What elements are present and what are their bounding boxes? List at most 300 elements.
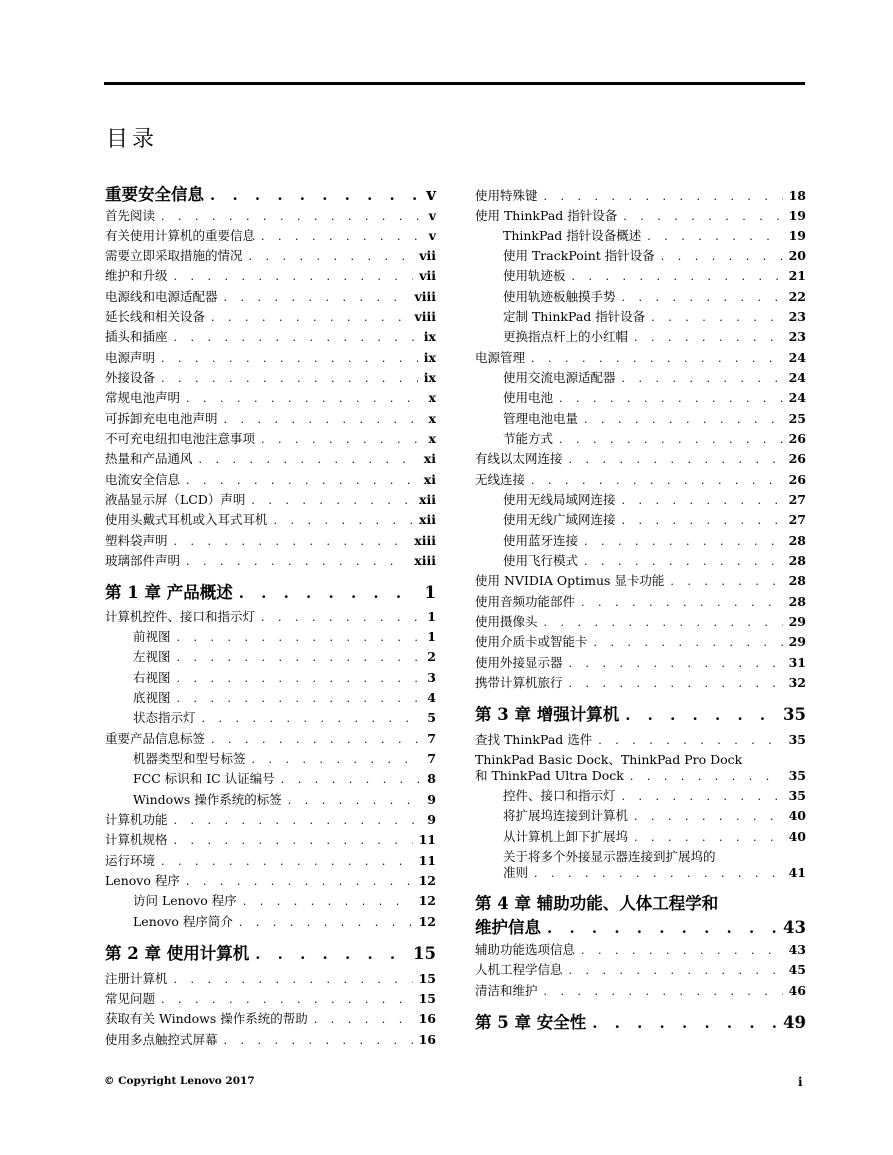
- toc-entry[interactable]: [475, 614, 806, 631]
- toc-entry-title: 电源管理: [475, 350, 526, 365]
- toc-entry-page: 26: [788, 451, 806, 466]
- dot-leader: [592, 733, 782, 749]
- toc-entry-page: 15: [418, 991, 436, 1006]
- dot-leader: [616, 290, 783, 306]
- toc-entry-page: xiii: [414, 553, 436, 568]
- toc-entry-title: 计算机功能: [105, 812, 168, 827]
- toc-entry[interactable]: [105, 390, 436, 407]
- toc-entry-title: 延长线和相关设备: [105, 309, 206, 324]
- toc-entry-title: Windows 操作系统的标签: [133, 792, 282, 807]
- toc-chapter-entry[interactable]: [105, 944, 436, 964]
- toc-entry-title: FCC 标识和 IC 认证编号: [133, 771, 275, 786]
- toc-entry[interactable]: [475, 655, 806, 672]
- page-number: i: [798, 1075, 803, 1089]
- toc-entry-title: 使用摄像头: [475, 614, 538, 629]
- toc-entry-title: 计算机控件、接口和指示灯: [105, 609, 256, 624]
- toc-entry[interactable]: [475, 188, 806, 205]
- toc-entry-title: 电源线和电源适配器: [105, 289, 218, 304]
- toc-entry-title: 使用头戴式耳机或入耳式耳机: [105, 512, 268, 527]
- toc-entry-title: 第 1 章 产品概述: [105, 583, 233, 602]
- dot-leader: [255, 610, 421, 626]
- dot-leader: [171, 691, 422, 707]
- toc-entry-title: 使用 NVIDIA Optimus 显卡功能: [475, 573, 665, 588]
- dot-leader: [171, 650, 422, 666]
- toc-entry-title: 可拆卸充电电池声明: [105, 411, 218, 426]
- toc-entry[interactable]: [503, 329, 806, 346]
- dot-leader: [664, 574, 782, 590]
- dot-leader: [218, 290, 409, 306]
- dot-leader: [204, 185, 420, 205]
- toc-entry[interactable]: [475, 208, 806, 225]
- dot-leader: [308, 1012, 413, 1028]
- toc-entry[interactable]: [475, 732, 806, 749]
- toc-entry-page: 1: [427, 629, 436, 644]
- toc-entry[interactable]: [105, 411, 436, 428]
- dot-leader: [168, 269, 414, 285]
- dot-leader: [193, 452, 418, 468]
- toc-entry-page: 23: [788, 329, 806, 344]
- dot-leader: [245, 493, 413, 509]
- toc-entry-page: ix: [423, 350, 436, 365]
- toc-entry[interactable]: [105, 329, 436, 346]
- toc-entry-title: 携带计算机旅行: [475, 675, 563, 690]
- dot-leader: [578, 534, 783, 550]
- toc-entry-page: 7: [427, 731, 436, 746]
- dot-leader: [616, 513, 783, 529]
- toc-entry-page: vii: [419, 268, 436, 283]
- toc-entry[interactable]: [475, 634, 806, 651]
- toc-entry-title: 插头和插座: [105, 329, 168, 344]
- toc-entry-title: 注册计算机: [105, 971, 168, 986]
- dot-leader: [541, 918, 777, 938]
- toc-entry[interactable]: [503, 533, 806, 550]
- toc-entry-title: 塑料袋声明: [105, 533, 168, 548]
- toc-entry-page: 41: [788, 865, 806, 880]
- toc-entry-page: x: [428, 431, 436, 446]
- toc-chapter-entry[interactable]: [105, 583, 436, 603]
- dot-leader: [155, 209, 423, 225]
- dot-leader: [218, 412, 423, 428]
- toc-entry[interactable]: [105, 853, 436, 870]
- toc-entry-title: Lenovo 程序: [105, 873, 180, 888]
- toc-entry-page: 16: [418, 1011, 436, 1026]
- toc-entry-page: 35: [783, 705, 806, 724]
- toc-entry-text-line1: ThinkPad Basic Dock、ThinkPad Pro Dock: [475, 752, 743, 767]
- dot-leader: [171, 630, 422, 646]
- toc-entry-page: xiii: [414, 533, 436, 548]
- toc-entry-page: 22: [788, 289, 806, 304]
- toc-entry-title: 和 ThinkPad Ultra Dock: [475, 768, 624, 783]
- page-title: 目录: [106, 127, 159, 152]
- toc-entry[interactable]: [105, 873, 436, 890]
- dot-leader: [237, 894, 413, 910]
- toc-entry[interactable]: [105, 812, 436, 829]
- toc-entry-title: 机器类型和型号标签: [133, 751, 246, 766]
- toc-entry-page: 43: [783, 918, 806, 937]
- dot-leader: [155, 371, 418, 387]
- toc-entry-title: 不可充电纽扣电池注意事项: [105, 431, 256, 446]
- toc-entry[interactable]: [133, 751, 436, 768]
- toc-entry-page: xii: [419, 512, 436, 527]
- toc-entry-page: 15: [413, 944, 436, 963]
- dot-leader: [566, 269, 783, 285]
- dot-leader: [628, 809, 783, 825]
- toc-entry-title: 运行环境: [105, 853, 156, 868]
- dot-leader: [168, 833, 413, 849]
- toc-entry-page: 18: [788, 188, 806, 203]
- copyright-notice: © Copyright Lenovo 2017: [104, 1075, 255, 1087]
- toc-entry-page: 12: [418, 914, 436, 929]
- dot-leader: [538, 189, 783, 205]
- dot-leader: [553, 432, 783, 448]
- toc-entry-title: 第 3 章 增强计算机: [475, 705, 620, 724]
- toc-entry-title: 获取有关 Windows 操作系统的帮助: [105, 1011, 308, 1026]
- toc-entry-title: 使用轨迹板: [503, 268, 566, 283]
- toc-entry-title: 人机工程学信息: [475, 962, 563, 977]
- toc-entry[interactable]: [133, 670, 436, 687]
- toc-entry-title: 首先阅读: [105, 208, 156, 223]
- toc-entry-title: 使用交流电源适配器: [503, 370, 616, 385]
- toc-entry-title: Lenovo 程序简介: [133, 914, 233, 929]
- toc-entry[interactable]: [475, 350, 806, 367]
- dot-leader: [616, 371, 783, 387]
- toc-entry-page: x: [428, 411, 436, 426]
- toc-entry-page: 28: [788, 594, 806, 609]
- toc-entry-text-line1: 关于将多个外接显示器连接到扩展坞的: [503, 849, 716, 864]
- toc-entry-title: 重要产品信息标签: [105, 731, 206, 746]
- toc-entry[interactable]: [105, 512, 436, 529]
- toc-entry[interactable]: [475, 451, 806, 468]
- dot-leader: [578, 554, 783, 570]
- toc-entry-page: 32: [788, 675, 806, 690]
- toc-entry-page: 12: [418, 873, 436, 888]
- toc-entry-title: 底视图: [133, 690, 171, 705]
- dot-leader: [628, 830, 783, 846]
- toc-entry[interactable]: [475, 675, 806, 692]
- dot-leader: [586, 1013, 777, 1033]
- dot-leader: [249, 944, 407, 964]
- toc-entry-title: 使用音频功能部件: [475, 594, 576, 609]
- dot-leader: [155, 351, 418, 367]
- toc-entry-title: 使用飞行模式: [503, 553, 579, 568]
- toc-entry-page: 46: [788, 983, 806, 998]
- toc-entry-page: 2: [427, 649, 436, 664]
- dot-leader: [553, 391, 783, 407]
- header-rule: [104, 82, 805, 85]
- toc-entry-page: 11: [418, 832, 436, 847]
- toc-entry-page: 29: [788, 614, 806, 629]
- toc-entry-page: v: [426, 185, 436, 204]
- dot-leader: [588, 635, 783, 651]
- toc-entry-page: 7: [427, 751, 436, 766]
- toc-entry[interactable]: [503, 492, 806, 509]
- toc-entry[interactable]: [503, 512, 806, 529]
- dot-leader: [525, 351, 783, 367]
- dot-leader: [617, 209, 782, 225]
- dot-leader: [246, 752, 422, 768]
- toc-entry[interactable]: [133, 914, 436, 931]
- toc-entry-title: 使用介质卡或智能卡: [475, 634, 588, 649]
- toc-entry-title: 使用外接显示器: [475, 655, 563, 670]
- dot-leader: [255, 432, 423, 448]
- toc-entry-page: 4: [427, 690, 436, 705]
- toc-entry-title: 有关使用计算机的重要信息: [105, 228, 256, 243]
- dot-leader: [168, 534, 409, 550]
- toc-entry-title: 左视图: [133, 649, 171, 664]
- toc-entry-page: 11: [418, 853, 436, 868]
- toc-entry-page: 35: [788, 788, 806, 803]
- toc-entry[interactable]: [475, 594, 806, 611]
- toc-entry[interactable]: [105, 609, 436, 626]
- toc-entry[interactable]: [133, 710, 436, 727]
- toc-entry-page: v: [428, 228, 436, 243]
- toc-entry-page: xii: [419, 492, 436, 507]
- toc-entry-page: 25: [788, 411, 806, 426]
- dot-leader: [168, 972, 413, 988]
- toc-entry[interactable]: [105, 472, 436, 489]
- toc-entry-title: 控件、接口和指示灯: [503, 788, 616, 803]
- toc-entry[interactable]: [503, 268, 806, 285]
- toc-entry-title: 节能方式: [503, 431, 554, 446]
- dot-leader: [196, 711, 422, 727]
- toc-chapter-entry[interactable]: [105, 185, 436, 205]
- dot-leader: [275, 772, 422, 788]
- toc-entry[interactable]: [475, 962, 806, 979]
- dot-leader: [168, 813, 422, 829]
- toc-entry[interactable]: [105, 248, 436, 265]
- dot-leader: [563, 963, 783, 979]
- dot-leader: [645, 310, 782, 326]
- toc-entry-title: 前视图: [133, 629, 171, 644]
- toc-entry[interactable]: [475, 768, 806, 785]
- toc-chapter-entry[interactable]: [475, 918, 806, 938]
- toc-entry[interactable]: [503, 248, 806, 265]
- toc-entry-title: 辅助功能选项信息: [475, 942, 576, 957]
- toc-entry-page: 1: [424, 583, 436, 602]
- toc-entry[interactable]: [503, 553, 806, 570]
- toc-entry-page: 28: [788, 533, 806, 548]
- toc-entry-title: 清洁和维护: [475, 983, 538, 998]
- toc-entry-page: 31: [788, 655, 806, 670]
- toc-entry-text-line1: 第 4 章 辅助功能、人体工程学和: [475, 894, 719, 913]
- toc-entry[interactable]: [475, 472, 806, 489]
- toc-entry[interactable]: [105, 492, 436, 509]
- toc-entry-page: viii: [414, 309, 436, 324]
- toc-entry-title: ThinkPad 指针设备概述: [503, 228, 642, 243]
- toc-entry-page: 1: [427, 609, 436, 624]
- toc-entry-title: 维护信息: [475, 918, 541, 937]
- toc-entry[interactable]: [105, 553, 436, 570]
- dot-leader: [538, 615, 783, 631]
- toc-entry-title: 常见问题: [105, 991, 156, 1006]
- toc-entry-page: 19: [788, 228, 806, 243]
- toc-entry[interactable]: [475, 983, 806, 1000]
- toc-entry-page: 28: [788, 553, 806, 568]
- toc-entry-title: 使用多点触控式屏幕: [105, 1032, 218, 1047]
- toc-entry[interactable]: [105, 268, 436, 285]
- toc-entry[interactable]: [105, 208, 436, 225]
- toc-entry[interactable]: [105, 971, 436, 988]
- dot-leader: [563, 656, 783, 672]
- toc-entry[interactable]: [105, 289, 436, 306]
- toc-entry[interactable]: [503, 370, 806, 387]
- toc-entry[interactable]: [503, 788, 806, 805]
- toc-entry[interactable]: [105, 533, 436, 550]
- toc-entry-page: ix: [423, 370, 436, 385]
- toc-entry-page: 27: [788, 492, 806, 507]
- toc-entry-page: xi: [423, 472, 436, 487]
- toc-entry[interactable]: [105, 350, 436, 367]
- toc-entry-page: xi: [423, 451, 436, 466]
- dot-leader: [171, 671, 422, 687]
- toc-entry-title: 使用 ThinkPad 指针设备: [475, 208, 618, 223]
- toc-entry-title: 液晶显示屏（LCD）声明: [105, 492, 246, 507]
- dot-leader: [180, 391, 423, 407]
- dot-leader: [619, 705, 777, 725]
- toc-entry-page: 24: [788, 350, 806, 365]
- toc-entry-title: 热量和产品通风: [105, 451, 193, 466]
- dot-leader: [575, 943, 783, 959]
- toc-entry-title: 电流安全信息: [105, 472, 181, 487]
- toc-entry-page: 26: [788, 472, 806, 487]
- toc-entry[interactable]: [105, 431, 436, 448]
- toc-entry-title: 状态指示灯: [133, 710, 196, 725]
- toc-entry[interactable]: [503, 309, 806, 326]
- dot-leader: [655, 249, 783, 265]
- toc-entry[interactable]: [503, 865, 806, 882]
- toc-entry[interactable]: [105, 832, 436, 849]
- toc-entry-title: 第 5 章 安全性: [475, 1013, 587, 1032]
- toc-entry[interactable]: [105, 991, 436, 1008]
- toc-entry[interactable]: [503, 411, 806, 428]
- toc-entry-page: viii: [414, 289, 436, 304]
- dot-leader: [233, 915, 413, 931]
- toc-chapter-entry[interactable]: [475, 1013, 806, 1033]
- dot-leader: [243, 249, 414, 265]
- dot-leader: [255, 229, 423, 245]
- toc-entry-title: 计算机规格: [105, 832, 168, 847]
- toc-entry-page: 8: [427, 771, 436, 786]
- toc-entry[interactable]: [503, 431, 806, 448]
- toc-entry-title: 使用特殊键: [475, 188, 538, 203]
- toc-entry-title: 外接设备: [105, 370, 156, 385]
- toc-entry[interactable]: [133, 792, 436, 809]
- toc-entry[interactable]: [105, 370, 436, 387]
- toc-entry-page: 12: [418, 893, 436, 908]
- dot-leader: [616, 789, 783, 805]
- toc-entry-title: 有线以太网连接: [475, 451, 563, 466]
- toc-entry[interactable]: [503, 228, 806, 245]
- toc-entry-page: 9: [427, 812, 436, 827]
- dot-leader: [624, 769, 783, 785]
- dot-leader: [180, 874, 413, 890]
- dot-leader: [578, 412, 783, 428]
- toc-entry-title: 管理电池电量: [503, 411, 579, 426]
- toc-entry-page: 49: [783, 1013, 806, 1032]
- toc-entry[interactable]: [133, 629, 436, 646]
- dot-leader: [205, 732, 421, 748]
- toc-entry-title: 无线连接: [475, 472, 526, 487]
- dot-leader: [528, 866, 783, 882]
- toc-entry[interactable]: [105, 228, 436, 245]
- dot-leader: [563, 676, 783, 692]
- toc-entry-page: 9: [427, 792, 436, 807]
- toc-entry-title: 重要安全信息: [105, 185, 204, 204]
- toc-entry-page: 35: [788, 768, 806, 783]
- toc-entry-title: 查找 ThinkPad 选件: [475, 732, 593, 747]
- toc-entry-page: 24: [788, 370, 806, 385]
- toc-entry[interactable]: [133, 893, 436, 910]
- toc-entry-page: 40: [788, 829, 806, 844]
- toc-entry-title: 使用轨迹板触摸手势: [503, 289, 616, 304]
- toc-entry-page: 35: [788, 732, 806, 747]
- toc-entry[interactable]: [105, 309, 436, 326]
- toc-chapter-entry[interactable]: [475, 705, 806, 725]
- toc-entry-page: 19: [788, 208, 806, 223]
- dot-leader: [180, 473, 418, 489]
- dot-leader: [575, 595, 783, 611]
- dot-leader: [268, 513, 414, 529]
- toc-entry-title: 使用无线广域网连接: [503, 512, 616, 527]
- dot-leader: [282, 793, 422, 809]
- toc-entry-title: 第 2 章 使用计算机: [105, 944, 250, 963]
- toc-entry[interactable]: [133, 771, 436, 788]
- toc-entry[interactable]: [105, 731, 436, 748]
- toc-entry-title: 电源声明: [105, 350, 156, 365]
- toc-entry-title: 右视图: [133, 670, 171, 685]
- dot-leader: [155, 992, 413, 1008]
- toc-entry[interactable]: [503, 390, 806, 407]
- toc-entry[interactable]: [133, 649, 436, 666]
- toc-entry[interactable]: [503, 808, 806, 825]
- toc-entry-title: 更换指点杆上的小红帽: [503, 329, 629, 344]
- toc-entry-title: 使用无线局域网连接: [503, 492, 616, 507]
- toc-entry[interactable]: [105, 451, 436, 468]
- dot-leader: [525, 473, 783, 489]
- dot-leader: [180, 554, 408, 570]
- toc-entry[interactable]: [133, 690, 436, 707]
- toc-entry-page: 20: [788, 248, 806, 263]
- dot-leader: [563, 452, 783, 468]
- toc-entry[interactable]: [475, 573, 806, 590]
- dot-leader: [205, 310, 408, 326]
- toc-entry[interactable]: [475, 942, 806, 959]
- toc-entry-page: 45: [788, 962, 806, 977]
- toc-entry-page: 5: [427, 710, 436, 725]
- toc-entry[interactable]: [503, 829, 806, 846]
- toc-entry-page: 27: [788, 512, 806, 527]
- dot-leader: [641, 229, 782, 245]
- toc-entry-page: ix: [423, 329, 436, 344]
- toc-entry-page: x: [428, 390, 436, 405]
- toc-entry-title: 准则: [503, 865, 529, 880]
- toc-entry[interactable]: [105, 1032, 436, 1049]
- toc-entry-page: 15: [418, 971, 436, 986]
- toc-entry-title: 玻璃部件声明: [105, 553, 181, 568]
- toc-entry-page: 21: [788, 268, 806, 283]
- toc-entry-page: 3: [427, 670, 436, 685]
- toc-entry-page: 23: [788, 309, 806, 324]
- toc-entry-page: 43: [788, 942, 806, 957]
- toc-entry-title: 定制 ThinkPad 指针设备: [503, 309, 646, 324]
- toc-entry[interactable]: [105, 1011, 436, 1028]
- toc-entry-title: 将扩展坞连接到计算机: [503, 808, 629, 823]
- toc-entry-title: 访问 Lenovo 程序: [133, 893, 237, 908]
- toc-entry[interactable]: [503, 289, 806, 306]
- toc-entry-page: 28: [788, 573, 806, 588]
- toc-entry-title: 常规电池声明: [105, 390, 181, 405]
- dot-leader: [155, 854, 413, 870]
